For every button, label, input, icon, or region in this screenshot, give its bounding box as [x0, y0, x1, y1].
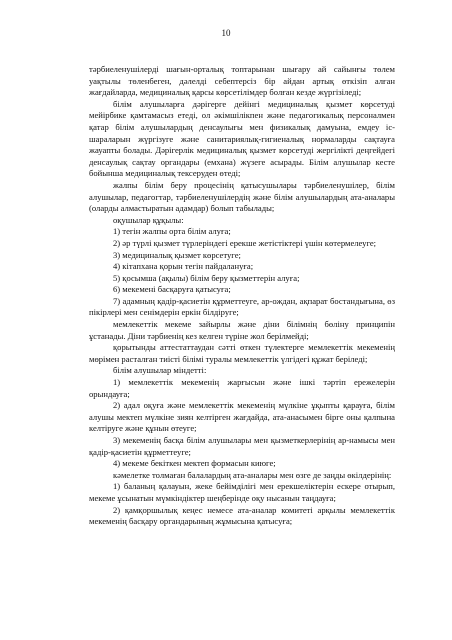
- paragraph: тәрбиеленушілерді шағын-орталық топтарынан шығару ай сайынғы төлем уақтылы төленбеген, дәлелді себептерсіз бір айдан артық өткізіп алған жағдайларда, медициналық қарсы көрсетілімдер болған кезде жүргізіледі;: [89, 64, 395, 98]
- list-item: 2) қамқоршылық кеңес немесе ата-аналар комитеті арқылы мемлекеттік мекеменің басқару органдарының жұмысына қатысуға;: [89, 504, 395, 527]
- paragraph: мемлекеттік мекеме зайырлы және діни білімнің бөліну принципін ұстанады. Діни тәрбиенің кез келген түріне жол берілмейді;: [89, 319, 395, 341]
- list-item: 2) адал оқуға және мемлекеттік мекеменің мүлкіне ұқыпты қарауға, білім алушы мектеп мүлкіне зиян келтірген жағдайда, ата-анасымен бірге оны қалпына келтіруге және құнын өтеуге;: [89, 400, 395, 434]
- page-number: 10: [221, 28, 231, 38]
- list-item: 4) кітапхана қорын тегін пайдалануға;: [113, 261, 254, 272]
- list-item: 7) адамның қадір-қасиетін құрметтеуге, ар-ождан, ақпарат бостандығына, өз пікірлері мен сенімдерін еркін білдіруге;: [89, 295, 395, 318]
- paragraph: жалпы білім беру процесінің қатысушылары тәрбиеленушілер, білім алушылар, педагогтар, тәрбиеленушілердің және білім алушылардың ата-аналары (оларды алмастыратын адамдар) болып табылады;: [89, 179, 395, 214]
- list-item: 3) медициналық қызмет көрсетуге;: [113, 249, 241, 260]
- list-item: 3) мекеменің басқа білім алушылары мен қызметкерлерінің ар-намысы мен қадір-қасиетін құрметтеуге;: [89, 435, 395, 457]
- list-item: 1) мемлекеттік мекеменің жарғысын және ішкі тәртіп ережелерін орындауға;: [89, 377, 395, 399]
- paragraph: білім алушылар міндетті:: [113, 365, 207, 376]
- list-item: 4) мекеме бекіткен мектеп формасын киюге;: [113, 458, 276, 469]
- list-item: 6) мекемені басқаруға қатысуға;: [113, 284, 231, 295]
- paragraph: кәмелетке толмаған балалардың ата-аналары мен өзге де заңды өкілдерінің:: [113, 469, 392, 480]
- list-item: 5) қосымша (ақылы) білім беру қызметтерін алуға;: [113, 272, 300, 283]
- list-item: 2) әр түрлі қызмет түрлеріндегі ерекше жетістіктері үшін көтермелеуге;: [113, 237, 377, 248]
- document-body: [89, 64, 395, 528]
- list-item: 1) баланың қалауын, жеке бейімділігі мен ерекшеліктерін ескере отырып, мекеме ұсынатын мүмкіндіктер шеңберінде оқу нысанын таңдауға;: [89, 481, 395, 503]
- list-item: 1) тегін жалпы орта білім алуға;: [113, 226, 231, 237]
- paragraph: оқушылар құқылы:: [113, 214, 184, 225]
- paragraph: қорытынды аттестаттаудан сәтті өткен түлектерге мемлекеттік мекеменің мөрімен расталған тиісті білімі туралы мемлекеттік үлгідегі құжат беріледі;: [89, 342, 395, 364]
- paragraph: білім алушыларға дәрігерге дейінгі медициналық қызмет көрсетуді мейірбике қамтамасыз етеді, ол әкімшілікпен және педагогикалық персоналмен қатар білім алушылардың денсаулығы мен физикалық дамуына, емдеу іс-шараларын жүргізуге және санитариялық-гигиеналық нормаларды сақтауға жауапты болады. Дәрігерлік медициналық қызмет көрсетуді жергілікті деңгейдегі денсаулық сақтау органдары (емхана) жүзеге асырады. Білім алушылар кесте бойынша медициналық тексеруден өтеді;: [89, 98, 395, 179]
